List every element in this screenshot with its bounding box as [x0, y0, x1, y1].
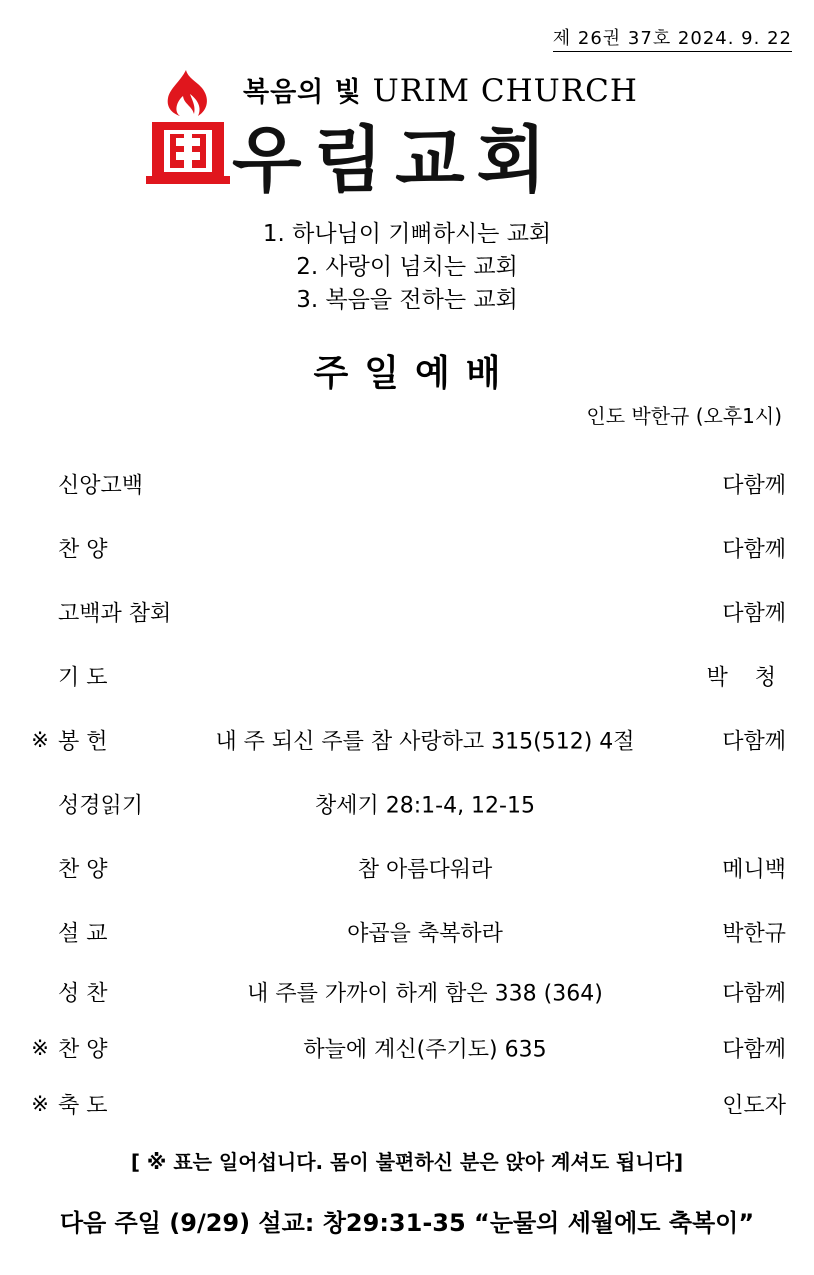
order-item-label: 찬 양	[58, 1037, 108, 1063]
church-name-ko: 우림교회	[232, 118, 559, 202]
standing-mark: ※	[31, 1036, 49, 1060]
order-row	[0, 772, 814, 836]
order-item-who: 다함께	[722, 729, 786, 755]
church-tagline-ko: 복음의 빛	[243, 77, 362, 108]
order-item-label: 설 교	[58, 921, 108, 947]
masthead	[0, 60, 814, 205]
order-row	[0, 964, 814, 1020]
order-item-who: 다함께	[722, 981, 786, 1007]
order-item-label: 성경읽기	[58, 793, 144, 819]
order-item-who: 박 청	[706, 665, 786, 691]
church-name-en: URIM CHURCH	[372, 73, 638, 109]
motto-2: 2. 사랑이 넘치는 교회	[296, 254, 518, 280]
order-row	[0, 644, 814, 708]
motto-3: 3. 복음을 전하는 교회	[296, 287, 518, 313]
order-row	[0, 1076, 814, 1132]
order-item-label: 봉 헌	[58, 729, 108, 755]
church-mottos	[0, 218, 814, 317]
order-item-detail: 내 주 되신 주를 참 사랑하고 315(512) 4절	[215, 729, 635, 755]
standing-note: [ ※ 표는 일어섭니다. 몸이 불편하신 분은 앉아 계셔도 됩니다]	[130, 1150, 684, 1174]
motto-1: 1. 하나님이 기뻐하시는 교회	[262, 221, 552, 247]
order-item-detail: 내 주를 가까이 하게 함은 338 (364)	[247, 981, 603, 1007]
order-row	[0, 580, 814, 644]
order-row	[0, 900, 814, 964]
order-item-label: 찬 양	[58, 537, 108, 563]
order-of-worship	[0, 452, 814, 1132]
standing-mark: ※	[31, 1092, 49, 1116]
order-item-label: 성 찬	[58, 981, 108, 1007]
order-row	[0, 452, 814, 516]
next-week-sermon: 다음 주일 (9/29) 설교: 창29:31-35 “눈물의 세월에도 축복이”	[59, 1209, 755, 1237]
issue-number: 제 26권 37호 2024. 9. 22	[553, 24, 792, 52]
standing-mark: ※	[31, 728, 49, 752]
order-item-who: 다함께	[722, 537, 786, 563]
order-row	[0, 516, 814, 580]
service-title: 주일예배	[313, 353, 517, 394]
order-item-label: 기 도	[58, 665, 108, 691]
order-item-who: 박한규	[722, 921, 786, 947]
order-item-who: 다함께	[722, 601, 786, 627]
order-item-label: 고백과 참회	[58, 601, 172, 627]
order-row	[0, 836, 814, 900]
order-row	[0, 708, 814, 772]
order-item-who: 다함께	[722, 1037, 786, 1063]
order-item-detail: 참 아름다워라	[357, 857, 493, 883]
order-item-label: 찬 양	[58, 857, 108, 883]
order-item-who: 메니백	[722, 857, 786, 883]
order-item-who: 인도자	[722, 1093, 786, 1119]
service-leader: 인도 박한규 (오후1시)	[586, 404, 782, 428]
order-item-who: 다함께	[722, 473, 786, 499]
urim-church-flame-logo-icon	[140, 68, 236, 186]
order-row	[0, 1020, 814, 1076]
order-item-label: 축 도	[58, 1093, 108, 1119]
order-item-detail: 야곱을 축복하라	[347, 921, 503, 947]
order-item-detail: 창세기 28:1-4, 12-15	[314, 793, 535, 819]
order-item-detail: 하늘에 계신(주기도) 635	[303, 1037, 547, 1063]
order-item-label: 신앙고백	[58, 473, 144, 499]
